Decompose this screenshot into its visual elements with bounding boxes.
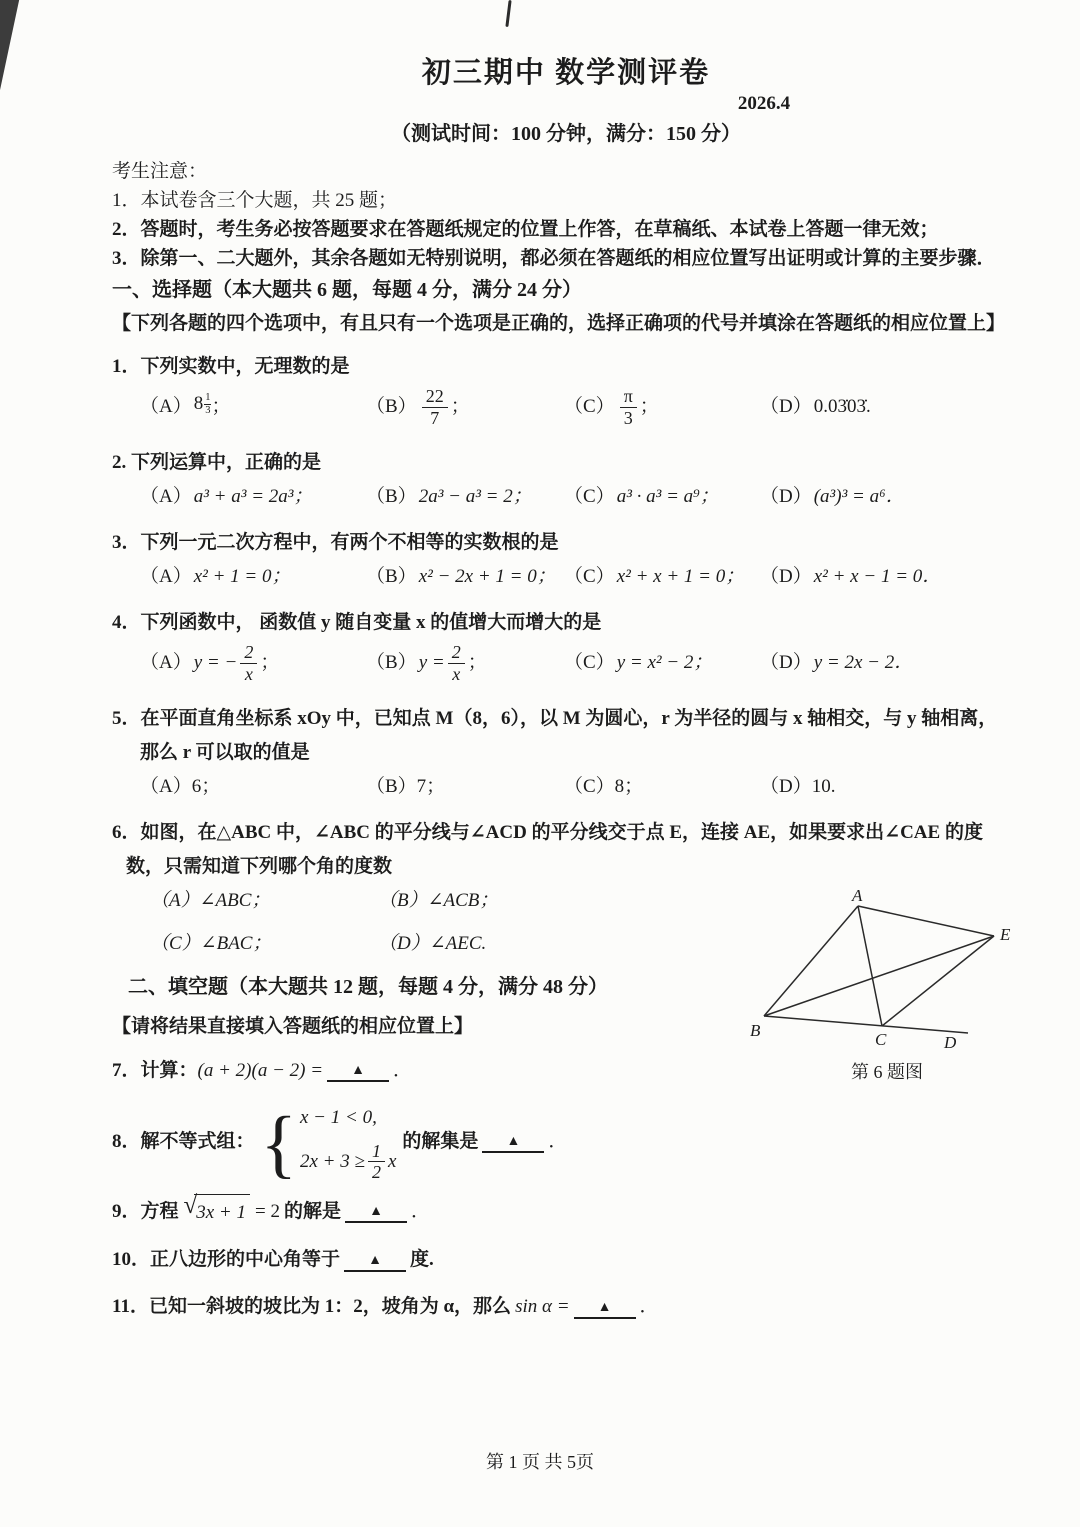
q6-option-d: （D）∠AEC.	[378, 932, 487, 954]
answer-blank	[327, 1059, 389, 1082]
notice-item-1: 1．本试卷含三个大题，共 25 题；	[112, 190, 398, 211]
blank-triangle: ▲	[369, 1204, 383, 1220]
square-root	[184, 1194, 251, 1229]
power-expression	[194, 389, 212, 426]
question-5-options	[112, 772, 1020, 802]
notice-block	[112, 158, 1020, 273]
question-9-prefix: 9．方程	[112, 1200, 179, 1222]
q1-option-b	[366, 387, 564, 428]
blank-triangle: ▲	[506, 1134, 521, 1150]
q4-option-b	[366, 643, 564, 684]
fraction-numerator: 2	[240, 643, 257, 664]
inequality-system	[260, 1101, 397, 1186]
option-label: （A）	[140, 652, 192, 674]
question-9-mid: 的解是	[283, 1200, 341, 1222]
radical-icon: √	[183, 1192, 198, 1220]
system-row-1: x − 1 < 0,	[300, 1106, 377, 1128]
option-label: （B）	[366, 652, 417, 674]
question-1	[112, 352, 1020, 428]
side-ac	[858, 906, 882, 1026]
question-6-stem-line-2: 数，只需知道下列哪个角的度数	[126, 855, 393, 877]
question-5-stem-line-2: 那么 r 可以取的值是	[140, 741, 310, 763]
answer-blank	[574, 1296, 636, 1319]
question-5-stem-line-1: 5．在平面直角坐标系 xOy 中，已知点 M（8，6），以 M 为圆心，r 为半径的圆与 x 轴相交，与 y 轴相离，	[112, 707, 998, 729]
fraction-denominator: 3	[205, 404, 211, 416]
option-tail: ；	[450, 396, 470, 418]
exam-date: 2026.4	[737, 93, 791, 114]
option-label: （B）	[366, 396, 417, 418]
vertex-label-e: E	[1000, 925, 1011, 944]
option-tail: ；	[639, 396, 659, 418]
fraction	[240, 643, 257, 684]
row-2-lhs: 2x + 3 ≥	[300, 1150, 365, 1172]
q4-option-a	[140, 643, 366, 684]
question-2-options	[112, 482, 1020, 512]
q5-option-a: （A）6；	[140, 775, 221, 797]
blank-triangle: ▲	[351, 1063, 365, 1079]
q3-option-d	[760, 562, 1020, 592]
question-8-prefix: 8．解不等式组：	[112, 1130, 255, 1152]
triangle-figure	[748, 888, 1026, 1050]
option-math: x² + x − 1 = 0．	[813, 565, 942, 587]
fraction-numerator: 1	[204, 392, 211, 405]
option-math: x² + 1 = 0；	[193, 565, 291, 587]
vertex-label-d: D	[944, 1033, 957, 1050]
option-label: （D）	[760, 396, 812, 418]
system-rows	[300, 1102, 396, 1183]
q6-option-a: （A）∠ABC；	[150, 889, 271, 911]
question-11	[112, 1291, 1020, 1323]
q6-option-b: （B）∠ACB；	[378, 889, 499, 911]
segment-ae	[858, 906, 994, 936]
question-10	[112, 1244, 1020, 1276]
fraction-denominator: 3	[623, 407, 633, 428]
section-1-instruction: 【下列各题的四个选项中，有且只有一个选项是正确的，选择正确项的代号并填涂在答题纸的相应位置上】	[112, 313, 1006, 334]
q1-option-d	[760, 392, 1020, 422]
blank-triangle: ▲	[368, 1252, 382, 1268]
q5-option-d: （D）10.	[760, 775, 836, 797]
option-math: a³ · a³ = a⁹；	[616, 485, 719, 507]
option-math: y = −	[193, 652, 238, 674]
q2-option-a	[140, 482, 366, 512]
question-2-stem: 2. 下列运算中，正确的是	[112, 451, 322, 473]
option-math: (a³)³ = a⁶．	[813, 485, 905, 507]
fraction-denominator: 7	[430, 407, 440, 428]
q2-option-b	[366, 482, 564, 512]
option-label: （A）	[140, 565, 192, 587]
q3-option-b	[366, 562, 564, 592]
question-6-figure	[748, 888, 1026, 1084]
question-7-tail: ．	[393, 1059, 413, 1081]
page-title: 初三期中 数学测评卷	[421, 57, 711, 89]
q6-option-c: （C）∠BAC；	[150, 932, 272, 954]
question-2	[112, 448, 1020, 512]
fraction-denominator: x	[452, 663, 461, 684]
option-label: （C）	[564, 652, 615, 674]
fraction	[368, 1142, 385, 1183]
answer-blank	[344, 1249, 406, 1272]
fraction-numerator: π	[620, 387, 637, 408]
q3-option-c	[564, 562, 760, 592]
option-math: x² − 2x + 1 = 0；	[418, 565, 556, 587]
option-label: （A）	[140, 485, 192, 507]
q5-option-b: （B）7；	[366, 775, 446, 797]
option-label: （D）	[760, 485, 812, 507]
question-4	[112, 608, 1020, 684]
radicand: 3x + 1	[194, 1194, 250, 1229]
option-label: （B）	[366, 565, 417, 587]
option-label: （C）	[564, 565, 615, 587]
notice-heading: 考生注意：	[112, 161, 208, 182]
system-row-2	[300, 1142, 396, 1183]
question-8	[112, 1101, 1020, 1186]
fraction-numerator: 1	[368, 1142, 385, 1163]
option-label: （D）	[760, 652, 812, 674]
question-10-tail: 度.	[410, 1249, 434, 1271]
exponent-fraction	[204, 392, 211, 417]
fraction-numerator: 2	[448, 643, 465, 664]
question-1-options	[112, 387, 1020, 428]
option-math: y = x² − 2；	[616, 652, 713, 674]
fraction	[448, 643, 465, 684]
question-7-math: (a + 2)(a − 2) =	[197, 1059, 324, 1081]
question-6-stem-line-1: 6．如图，在△ABC 中，∠ABC 的平分线与∠ACD 的平分线交于点 E，连接 AE，如果要求出∠CAE 的度	[112, 821, 983, 843]
fraction	[620, 387, 637, 428]
option-tail: ；	[211, 396, 231, 418]
repeating-decimal: 0.03̇03̇	[813, 396, 866, 418]
page-footer: 第 1 页 共 5页	[486, 1452, 594, 1472]
row-2-variable: x	[387, 1150, 397, 1172]
question-11-math: sin α =	[515, 1296, 570, 1318]
question-4-options	[112, 643, 1020, 684]
fraction	[422, 387, 448, 428]
option-label: （C）	[564, 396, 615, 418]
question-4-stem: 4．下列函数中， 函数值 y 随自变量 x 的值增大而增大的是	[112, 611, 602, 633]
option-tail: .	[865, 396, 871, 418]
fraction-numerator: 22	[422, 387, 448, 408]
q4-option-d	[760, 648, 1020, 678]
exam-meta: （测试时间：100 分钟，满分：150 分）	[391, 123, 741, 145]
q5-option-c: （C）8；	[564, 775, 644, 797]
notice-item-2: 2．答题时，考生务必按答题要求在答题纸规定的位置上作答，在草稿纸、本试卷上答题一律无效；	[112, 219, 939, 240]
fraction-denominator: x	[244, 663, 253, 684]
option-label: （C）	[564, 485, 615, 507]
option-tail: ；	[467, 652, 487, 674]
section-2-instruction: 【请将结果直接填入答题纸的相应位置上】	[112, 1015, 474, 1037]
q1-option-c	[564, 387, 760, 428]
question-10-prefix: 10．正八边形的中心角等于	[112, 1249, 341, 1271]
answer-blank	[482, 1130, 544, 1153]
q3-option-a	[140, 562, 366, 592]
option-label: （A）	[140, 396, 192, 418]
question-11-tail: ．	[639, 1296, 659, 1318]
question-11-prefix: 11．已知一斜坡的坡比为 1：2，坡角为 α，那么	[112, 1296, 512, 1318]
q2-option-d	[760, 482, 1020, 512]
vertex-label-c: C	[875, 1030, 887, 1049]
fraction-denominator: 2	[371, 1162, 381, 1183]
section-2-title: 二、填空题（本大题共 12 题，每题 4 分，满分 48 分）	[128, 975, 608, 998]
blank-triangle: ▲	[597, 1299, 612, 1315]
question-5	[112, 704, 1020, 802]
q4-option-c	[564, 648, 760, 678]
question-3-stem: 3．下列一元二次方程中，有两个不相等的实数根的是	[112, 531, 559, 553]
vertex-label-b: B	[750, 1021, 761, 1040]
option-label: （D）	[760, 565, 812, 587]
question-9-tail: ．	[411, 1200, 431, 1222]
option-math: x² + x + 1 = 0；	[616, 565, 745, 587]
option-tail: ；	[260, 652, 280, 674]
bisector-ce	[882, 936, 994, 1026]
question-8-tail: ．	[548, 1130, 568, 1152]
system-brace: {	[260, 1101, 297, 1186]
q1-option-a	[140, 389, 366, 426]
option-math: 2a³ − a³ = 2；	[418, 485, 532, 507]
power-base: 8	[193, 392, 204, 414]
baseline-bd	[764, 1016, 968, 1033]
section-1-title: 一、选择题（本大题共 6 题，每题 4 分，满分 24 分）	[112, 279, 582, 301]
option-label: （B）	[366, 485, 417, 507]
answer-blank	[345, 1200, 407, 1223]
option-math: y = 2x − 2．	[813, 652, 914, 674]
vertex-label-a: A	[852, 888, 863, 905]
question-7-prefix: 7．计算：	[112, 1059, 198, 1081]
question-9	[112, 1194, 1020, 1229]
option-math: a³ + a³ = 2a³；	[193, 485, 313, 507]
question-3	[112, 528, 1020, 592]
notice-item-3: 3．除第一、二大题外，其余各题如无特别说明，都必须在答题纸的相应位置写出证明或计算的主要步骤．	[112, 248, 996, 269]
question-3-options	[112, 562, 1020, 592]
question-8-mid: 的解集是	[402, 1130, 479, 1152]
option-math: y =	[418, 652, 445, 674]
q2-option-c	[564, 482, 760, 512]
question-9-equals: = 2	[255, 1200, 280, 1222]
figure-caption: 第 6 题图	[851, 1062, 923, 1082]
question-1-stem: 1．下列实数中，无理数的是	[112, 356, 350, 377]
